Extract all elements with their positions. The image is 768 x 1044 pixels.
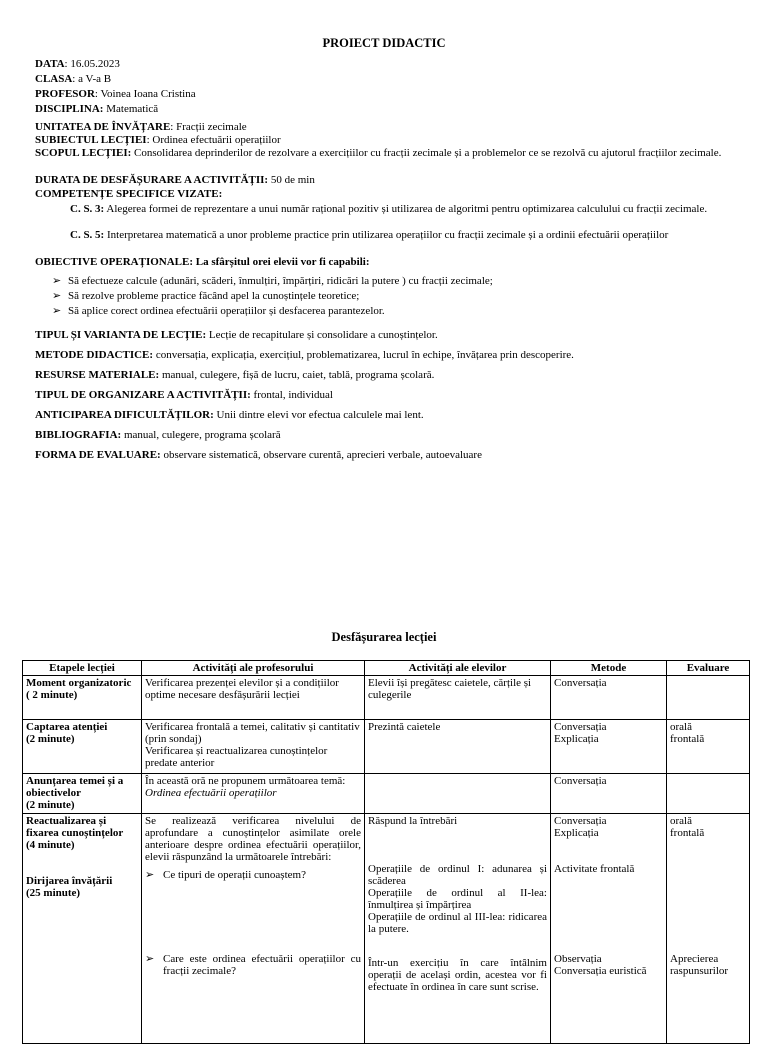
teacher-activity-cell: Verificarea frontală a temei, calitativ și cantitativ (prin sondaj) Verificarea și reactualizarea cunoștințelor predate anterior (142, 720, 365, 774)
student-activity-cell (365, 774, 551, 814)
evaluation-form-line: FORMA DE EVALUARE: observare sistematică, observare curentă, aprecieri verbale, autoevaluare (35, 449, 482, 461)
teacher-activity-cell: În această oră ne propunem următoarea temă: Ordinea efectuării operațiilor (142, 774, 365, 814)
unit-line: UNITATEA DE ÎNVĂȚARE: Fracții zecimale (35, 121, 247, 133)
question-item: ➢ Care este ordinea efectuării operațiilor cu fracții zecimale? (145, 953, 361, 977)
teacher-line: PROFESOR: Voinea Ioana Cristina (35, 88, 196, 100)
student-activity-cell: Răspund la întrebări Operațiile de ordinul I: adunarea și scăderea Operațiile de ordinul al II-lea: înmulțirea și împărțirea Operațiile de ordinul al III-lea: ridicarea la putere. Într-un exercițiu în care întâlnim operații de același ordin, acestea vor fi efectuate în ordinea în care sunt scrise. (365, 814, 551, 1044)
stage-cell: Captarea atenției (2 minute) (23, 720, 142, 774)
class-line: CLASA: a V-a B (35, 73, 112, 85)
table-row (23, 774, 750, 814)
stage-cell: Anunțarea temei și a obiectivelor (2 minute) (23, 774, 142, 814)
lesson-section-title: Desfășurarea lecției (331, 630, 437, 644)
evaluation-cell (667, 676, 750, 720)
document-title: PROIECT DIDACTIC (322, 36, 446, 50)
evaluation-cell (667, 774, 750, 814)
methods-line: METODE DIDACTICE: conversația, explicația, exercițiul, problematizarea, lucrul în echipe, învățarea prin descoperire. (35, 349, 574, 361)
question-item: ➢ Ce tipuri de operații cunoaștem? (145, 869, 306, 881)
column-header: Evaluare (667, 661, 750, 676)
evaluation-cell: orală frontală Aprecierea raspunsurilor (667, 814, 750, 1044)
competences-heading: COMPETENȚE SPECIFICE VIZATE: (35, 188, 223, 200)
difficulties-line: ANTICIPAREA DIFICULTĂȚILOR: Unii dintre elevi vor efectua calculele mai lent. (35, 409, 424, 421)
stage-cell: Reactualizarea și fixarea cunoștințelor (4 minute) Dirijarea învățării (25 minute) (23, 814, 142, 1044)
competence-cs3: C. S. 3: Alegerea formei de reprezentare a unui număr rațional pozitiv și utilizarea de algoritmi pentru optimizarea calculului cu fracții zecimale. (70, 203, 708, 215)
date-line: DATA: 16.05.2023 (35, 58, 120, 70)
methods-cell: Conversația (551, 676, 667, 720)
scope-line: SCOPUL LECȚIEI: Consolidarea deprinderilor de rezolvare a exercițiilor cu fracții zecimale și a problemelor ce se rezolvă cu ajutorul fracțiilor zecimale. (35, 147, 722, 159)
resources-line: RESURSE MATERIALE: manual, culegere, fișă de lucru, caiet, tablă, programa școlară. (35, 369, 435, 381)
teacher-activity-cell: Se realizează verificarea nivelului de aprofundare a cunoștințelor asimilate orele anterioare despre ordinea efectuării operațiilor, elevii răspunzând la următoarele întrebări: ➢ Ce tipuri de operații cunoaștem? ➢ Care este ordinea efectuării operațiilor cu fracții zecimale? (142, 814, 365, 1044)
methods-cell: Conversația Explicația Activitate frontală Observația Conversația euristică (551, 814, 667, 1044)
competence-cs5: C. S. 5: Interpretarea matematică a unor probleme practice prin utilizarea operațiilor cu fracții zecimale și a ordinii efectuării operațiilor (70, 229, 669, 241)
methods-cell: Conversația Explicația (551, 720, 667, 774)
bibliography-line: BIBLIOGRAFIA: manual, culegere, programa școlară (35, 429, 281, 441)
table-row (23, 676, 750, 720)
lesson-type-line: TIPUL ȘI VARIANTA DE LECȚIE: Lecție de recapitulare și consolidare a cunoștințelor. (35, 329, 438, 341)
objective-item: ➢ Să aplice corect ordinea efectuării operațiilor și desfacerea parantezelor. (52, 305, 385, 317)
methods-cell: Conversația (551, 774, 667, 814)
student-activity-cell: Prezintă caietele (365, 720, 551, 774)
lesson-table (22, 660, 750, 1044)
duration-line: DURATA DE DESFĂȘURARE A ACTIVITĂȚII: 50 de min (35, 174, 315, 186)
teacher-activity-cell: Verificarea prezenței elevilor și a condițiilor optime necesare desfășurării lecției (142, 676, 365, 720)
stage-cell: Moment organizatoric ( 2 minute) (23, 676, 142, 720)
discipline-line: DISCIPLINA: Matematică (35, 103, 159, 115)
objective-item: ➢ Să rezolve probleme practice făcând apel la cunoștințele teoretice; (52, 290, 360, 302)
subject-line: SUBIECTUL LECȚIEI: Ordinea efectuării operațiilor (35, 134, 281, 146)
objective-item: ➢ Să efectueze calcule (adunări, scăderi, înmulțiri, împărțiri, ridicări la putere ) cu fracții zecimale; (52, 275, 493, 287)
table-header-row (23, 661, 750, 676)
evaluation-cell: orală frontală (667, 720, 750, 774)
student-activity-cell: Elevii își pregătesc caietele, cărțile și culegerile (365, 676, 551, 720)
objectives-heading: OBIECTIVE OPERAȚIONALE: La sfârșitul orei elevii vor fi capabili: (35, 256, 370, 268)
column-header: Activități ale profesorului (142, 661, 365, 676)
organization-line: TIPUL DE ORGANIZARE A ACTIVITĂȚII: frontal, individual (35, 389, 333, 401)
column-header: Activități ale elevilor (365, 661, 551, 676)
table-row (23, 720, 750, 774)
column-header: Metode (551, 661, 667, 676)
column-header: Etapele lecției (23, 661, 142, 676)
table-row (23, 814, 750, 1044)
